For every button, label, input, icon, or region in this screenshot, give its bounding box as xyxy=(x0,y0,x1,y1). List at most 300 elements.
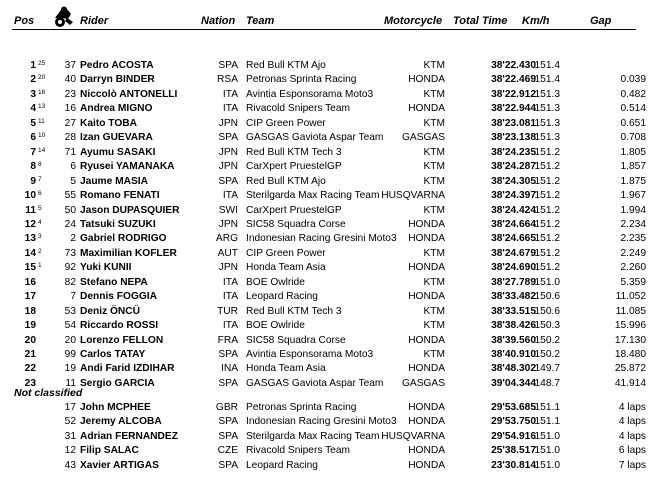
motorcycle: HUSQVARNA xyxy=(381,190,445,202)
team-name: CIP Green Power xyxy=(246,117,326,129)
rider-name: John MCPHEE xyxy=(80,402,151,413)
rider-number: 27 xyxy=(64,117,76,129)
nation: ITA xyxy=(222,276,238,288)
team-name: CarXpert PruestelGP xyxy=(246,161,342,173)
result-row xyxy=(0,290,648,304)
motorcycle: HONDA xyxy=(408,74,445,86)
gap: 1.875 xyxy=(620,175,646,187)
gap: 1.994 xyxy=(620,204,646,216)
nation: ITA xyxy=(222,103,238,115)
rider-name: Filip SALAC xyxy=(80,445,139,457)
motorcycle: HONDA xyxy=(408,416,445,428)
total-time: 38'24.397 xyxy=(491,190,536,202)
team-name: Leopard Racing xyxy=(246,459,318,471)
motorcycle: GASGAS xyxy=(401,377,445,389)
rider-name: Izan GUEVARA xyxy=(80,132,153,144)
motorcycle: GASGAS xyxy=(401,132,445,144)
team-name: Sterilgarda Max Racing Team xyxy=(246,430,380,442)
team-name: GASGAS Gaviota Aspar Team xyxy=(246,377,384,389)
nation: INA xyxy=(221,363,238,375)
result-row xyxy=(0,334,648,348)
gap: 2.249 xyxy=(620,247,646,259)
speed-kmh: 150.3 xyxy=(534,320,560,332)
rider-name: Lorenzo FELLON xyxy=(80,334,164,346)
rider-name: Dennis FOGGIA xyxy=(80,291,157,303)
result-row xyxy=(0,261,648,275)
team-name: Indonesian Racing Gresini Moto3 xyxy=(246,233,397,245)
grid-position: 16 xyxy=(38,88,46,96)
motorcycle: KTM xyxy=(423,175,445,187)
total-time: 38'33.482 xyxy=(491,291,536,303)
result-row xyxy=(0,377,648,391)
position: 10 xyxy=(24,190,36,202)
total-time: 38'24.665 xyxy=(491,233,536,245)
team-name: Red Bull KTM Ajo xyxy=(246,175,326,187)
rider-number: 40 xyxy=(64,74,76,86)
rider-number: 50 xyxy=(64,204,76,216)
rider-number: 92 xyxy=(64,262,76,274)
motorcycle: KTM xyxy=(423,276,445,288)
rider-name: Pedro ACOSTA xyxy=(80,60,154,71)
result-row xyxy=(0,102,648,116)
grid-position: 4 xyxy=(38,218,42,226)
gap: 2.260 xyxy=(620,262,646,274)
rider-number: 31 xyxy=(64,430,76,442)
total-time: 38'33.515 xyxy=(491,305,536,317)
rider-number: 23 xyxy=(64,88,76,100)
motorcycle: HONDA xyxy=(408,445,445,457)
motorcycle: HUSQVARNA xyxy=(381,430,445,442)
rider-name: Deniz ÖNCÜ xyxy=(80,305,140,317)
position: 1 xyxy=(30,60,36,71)
motorcycle: HONDA xyxy=(408,262,445,274)
result-row xyxy=(0,218,648,232)
speed-kmh: 151.2 xyxy=(534,233,560,245)
position: 21 xyxy=(24,349,36,360)
rider-name: Kaito TOBA xyxy=(80,117,137,129)
rider-number: 20 xyxy=(64,334,76,346)
motorcycle: KTM xyxy=(423,204,445,216)
gap: 4 laps xyxy=(618,416,646,428)
total-time: 38'22.912 xyxy=(491,88,536,100)
team-name: Honda Team Asia xyxy=(246,363,326,375)
rider-number: 19 xyxy=(64,363,76,375)
total-time: 38'24.664 xyxy=(491,218,536,230)
nation: AUT xyxy=(217,247,238,259)
header-divider xyxy=(12,29,636,30)
rider-number: 11 xyxy=(65,377,76,389)
team-name: SIC58 Squadra Corse xyxy=(246,218,346,230)
rider-name: Adrian FERNANDEZ xyxy=(80,430,178,442)
result-row xyxy=(0,401,648,415)
gap: 0.514 xyxy=(620,103,646,115)
gap: 1.967 xyxy=(620,190,646,202)
gap: 17.130 xyxy=(614,334,646,346)
team-name: Avintia Esponsorama Moto3 xyxy=(246,88,374,100)
motorcycle: HONDA xyxy=(408,459,445,471)
rider-number: 99 xyxy=(64,349,76,360)
team-name: CarXpert PruestelGP xyxy=(246,204,342,216)
result-row xyxy=(0,117,648,131)
speed-kmh: 151.2 xyxy=(534,247,560,259)
motorcycle: HONDA xyxy=(408,334,445,346)
not-classified-heading: Not classified xyxy=(14,387,83,399)
grid-position: 10 xyxy=(38,132,46,140)
result-row xyxy=(0,59,648,73)
team-name: Petronas Sprinta Racing xyxy=(246,402,357,413)
team-name: Red Bull KTM Tech 3 xyxy=(246,305,342,317)
total-time: 38'22.469 xyxy=(491,74,536,86)
nation: ITA xyxy=(222,190,238,202)
motorcycle: HONDA xyxy=(408,291,445,303)
total-time: 38'23.081 xyxy=(491,117,536,129)
position: 7 xyxy=(30,146,36,158)
team-name: Leopard Racing xyxy=(246,291,318,303)
motorcycle: KTM xyxy=(423,349,445,360)
total-time: 38'24.305 xyxy=(491,175,536,187)
total-time: 38'23.138 xyxy=(491,132,536,144)
result-row xyxy=(0,73,648,87)
position: 5 xyxy=(30,117,36,129)
speed-kmh: 148.7 xyxy=(534,377,560,389)
position: 12 xyxy=(24,218,36,230)
nation: SPA xyxy=(218,175,238,187)
grid-position: 7 xyxy=(38,175,42,183)
position: 6 xyxy=(30,132,36,144)
header-motorcycle: Motorcycle xyxy=(384,15,443,27)
speed-kmh: 149.7 xyxy=(534,363,560,375)
total-time: 38'22.944 xyxy=(491,103,536,115)
result-row xyxy=(0,305,648,319)
rider-number: 43 xyxy=(64,459,76,471)
rider-number: 12 xyxy=(64,445,76,457)
motorcycle: KTM xyxy=(423,60,445,71)
team-name: Rivacold Snipers Team xyxy=(246,103,350,115)
position: 8 xyxy=(30,161,36,173)
total-time: 38'48.302 xyxy=(491,363,536,375)
motorcycle: HONDA xyxy=(408,402,445,413)
team-name: Sterilgarda Max Racing Team xyxy=(246,190,380,202)
nation: SPA xyxy=(218,132,238,144)
rider-number: 17 xyxy=(64,402,76,413)
gap: 18.480 xyxy=(614,349,646,360)
speed-kmh: 151.0 xyxy=(534,459,560,471)
total-time: 29'53.685 xyxy=(491,402,536,413)
rider-number: 16 xyxy=(64,103,76,115)
rider-number: 2 xyxy=(70,233,76,245)
rider-name: Darryn BINDER xyxy=(80,74,155,86)
result-row xyxy=(0,232,648,246)
position: 4 xyxy=(30,103,36,115)
speed-kmh: 151.2 xyxy=(534,161,560,173)
motorcycle: HONDA xyxy=(408,233,445,245)
team-name: SIC58 Squadra Corse xyxy=(246,334,346,346)
total-time: 29'53.750 xyxy=(491,416,536,428)
total-time: 38'40.910 xyxy=(491,349,536,360)
speed-kmh: 150.2 xyxy=(534,349,560,360)
team-name: BOE Owlride xyxy=(246,276,305,288)
motorcycle: HONDA xyxy=(408,363,445,375)
result-row xyxy=(0,88,648,102)
rider-name: Ryusei YAMANAKA xyxy=(80,161,175,173)
speed-kmh: 150.2 xyxy=(534,334,560,346)
result-row xyxy=(0,189,648,203)
grid-position: 13 xyxy=(38,103,46,111)
total-time: 38'38.426 xyxy=(491,320,536,332)
rider-name: Gabriel RODRIGO xyxy=(80,233,167,245)
grid-position: 3 xyxy=(38,233,42,241)
gap: 0.039 xyxy=(620,74,646,86)
rider-number: 71 xyxy=(64,146,76,158)
speed-kmh: 151.3 xyxy=(534,88,560,100)
team-name: BOE Owlride xyxy=(246,320,305,332)
grid-position: 14 xyxy=(38,146,46,154)
motorcycle: KTM xyxy=(423,146,445,158)
nation: TUR xyxy=(217,305,238,317)
position: 2 xyxy=(30,74,36,86)
speed-kmh: 151.2 xyxy=(534,204,560,216)
team-name: Avintia Esponsorama Moto3 xyxy=(246,349,374,360)
rider-name: Xavier ARTIGAS xyxy=(80,459,159,471)
rider-name: Yuki KUNII xyxy=(80,262,132,274)
rider-name: Niccolò ANTONELLI xyxy=(80,88,178,100)
grid-position: 6 xyxy=(38,190,42,198)
nation: ITA xyxy=(222,291,238,303)
motorcycle: KTM xyxy=(423,161,445,173)
gap: 0.708 xyxy=(620,132,646,144)
motorcycle: KTM xyxy=(423,117,445,129)
rider-number: 55 xyxy=(64,190,76,202)
result-row xyxy=(0,175,648,189)
speed-kmh: 151.4 xyxy=(534,60,560,71)
nation: JPN xyxy=(218,146,238,158)
grid-position: 5 xyxy=(38,204,42,212)
total-time: 38'27.789 xyxy=(491,276,536,288)
gap: 11.052 xyxy=(615,291,646,303)
speed-kmh: 151.2 xyxy=(534,262,560,274)
nation: JPN xyxy=(218,262,238,274)
rider-name: Jaume MASIA xyxy=(80,175,148,187)
motorcycle: KTM xyxy=(423,88,445,100)
result-row xyxy=(0,362,648,376)
position: 15 xyxy=(24,262,36,274)
grid-position: 1 xyxy=(38,262,42,270)
rider-number: 24 xyxy=(64,218,76,230)
speed-kmh: 151.3 xyxy=(534,117,560,129)
gap: 5.359 xyxy=(620,276,646,288)
result-row xyxy=(0,348,648,362)
result-row xyxy=(0,131,648,145)
position: 19 xyxy=(24,320,36,332)
rider-name: Ayumu SASAKI xyxy=(80,146,156,158)
motorcycle: KTM xyxy=(423,247,445,259)
rider-number: 73 xyxy=(64,247,76,259)
speed-kmh: 150.6 xyxy=(534,291,560,303)
gap: 0.651 xyxy=(620,117,646,129)
rider-number: 5 xyxy=(70,175,76,187)
rider-number: 52 xyxy=(64,416,76,428)
position: 22 xyxy=(24,363,36,375)
total-time: 23'30.814 xyxy=(491,459,536,471)
nation: JPN xyxy=(218,161,238,173)
header-total-time: Total Time xyxy=(453,15,508,27)
rider-number: 54 xyxy=(64,320,76,332)
speed-kmh: 151.0 xyxy=(534,276,560,288)
speed-kmh: 150.6 xyxy=(534,305,560,317)
nation: SPA xyxy=(218,377,238,389)
nation: ITA xyxy=(222,320,238,332)
result-row xyxy=(0,459,648,473)
gap: 1.805 xyxy=(620,146,646,158)
gap: 0.482 xyxy=(620,88,646,100)
result-row xyxy=(0,204,648,218)
team-name: Red Bull KTM Tech 3 xyxy=(246,146,342,158)
rider-name: Jason DUPASQUIER xyxy=(80,204,180,216)
total-time: 38'24.690 xyxy=(491,262,536,274)
header-kmh: Km/h xyxy=(522,15,550,27)
speed-kmh: 151.1 xyxy=(534,416,560,428)
position: 3 xyxy=(30,88,36,100)
result-row xyxy=(0,430,648,444)
position: 20 xyxy=(24,334,36,346)
speed-kmh: 151.1 xyxy=(534,402,560,413)
header-pos: Pos xyxy=(14,15,35,27)
gap: 7 laps xyxy=(618,459,646,471)
gap: 11.085 xyxy=(615,305,646,317)
total-time: 38'24.235 xyxy=(491,146,536,158)
team-name: GASGAS Gaviota Aspar Team xyxy=(246,132,384,144)
nation: ARG xyxy=(215,233,238,245)
nation: GBR xyxy=(215,402,238,413)
speed-kmh: 151.3 xyxy=(534,103,560,115)
speed-kmh: 151.2 xyxy=(534,146,560,158)
gap: 2.234 xyxy=(620,218,646,230)
rider-number: 7 xyxy=(70,291,76,303)
nation: SPA xyxy=(218,60,238,71)
total-time: 39'04.344 xyxy=(491,377,536,389)
speed-kmh: 151.0 xyxy=(534,430,560,442)
position: 18 xyxy=(24,305,36,317)
rider-number: 82 xyxy=(64,276,76,288)
gap: 4 laps xyxy=(618,402,646,413)
position: 13 xyxy=(24,233,36,245)
total-time: 29'54.916 xyxy=(491,430,536,442)
total-time: 38'24.679 xyxy=(491,247,536,259)
header-nation: Nation xyxy=(201,15,236,27)
nation: SPA xyxy=(218,430,238,442)
grid-position: 2 xyxy=(38,247,42,255)
team-name: CIP Green Power xyxy=(246,247,326,259)
nation: SPA xyxy=(218,416,238,428)
team-name: Red Bull KTM Ajo xyxy=(246,60,326,71)
position: 23 xyxy=(24,377,36,389)
grid-position: 8 xyxy=(38,161,42,169)
motorcycle: HONDA xyxy=(408,218,445,230)
rider-name: Stefano NEPA xyxy=(80,276,148,288)
rider-number: 28 xyxy=(64,132,76,144)
position: 11 xyxy=(25,204,36,216)
total-time: 38'22.430 xyxy=(491,60,536,71)
grid-position: 20 xyxy=(38,74,46,82)
motorcycle: HONDA xyxy=(408,103,445,115)
speed-kmh: 151.2 xyxy=(534,218,560,230)
grid-position: 25 xyxy=(38,60,46,67)
gap: 1.857 xyxy=(620,161,646,173)
speed-kmh: 151.4 xyxy=(534,74,560,86)
rider-name: Sergio GARCIA xyxy=(80,377,155,389)
result-row xyxy=(0,160,648,174)
position: 9 xyxy=(30,175,36,187)
rider-name: Andi Farid IZDIHAR xyxy=(80,363,175,375)
result-row xyxy=(0,146,648,160)
total-time: 25'38.517 xyxy=(491,445,536,457)
team-name: Petronas Sprinta Racing xyxy=(246,74,357,86)
total-time: 38'39.560 xyxy=(491,334,536,346)
nation: ITA xyxy=(222,88,238,100)
rider-name: Tatsuki SUZUKI xyxy=(80,218,156,230)
gap: 15.996 xyxy=(614,320,646,332)
nation: SWI xyxy=(218,204,238,216)
position: 16 xyxy=(24,276,36,288)
gap: 6 laps xyxy=(618,445,646,457)
rider-number: 6 xyxy=(70,161,76,173)
speed-kmh: 151.0 xyxy=(534,445,560,457)
motorcycle-rider-icon xyxy=(52,6,76,28)
nation: RSA xyxy=(217,74,238,86)
result-row xyxy=(0,319,648,333)
nation: SPA xyxy=(218,459,238,471)
team-name: Indonesian Racing Gresini Moto3 xyxy=(246,416,397,428)
header-gap: Gap xyxy=(590,15,612,27)
speed-kmh: 151.3 xyxy=(534,132,560,144)
speed-kmh: 151.2 xyxy=(534,190,560,202)
team-name: Rivacold Snipers Team xyxy=(246,445,350,457)
motorcycle: KTM xyxy=(423,305,445,317)
grid-position: 11 xyxy=(38,117,45,125)
speed-kmh: 151.2 xyxy=(534,175,560,187)
nation: FRA xyxy=(217,334,238,346)
rider-number: 37 xyxy=(64,60,76,71)
result-row xyxy=(0,415,648,429)
header-rider: Rider xyxy=(80,15,109,27)
rider-name: Carlos TATAY xyxy=(80,349,146,360)
rider-name: Jeremy ALCOBA xyxy=(80,416,162,428)
rider-name: Riccardo ROSSI xyxy=(80,320,159,332)
motorcycle: KTM xyxy=(423,320,445,332)
rider-name: Maximilian KOFLER xyxy=(80,247,177,259)
total-time: 38'24.424 xyxy=(491,204,536,216)
rider-name: Andrea MIGNO xyxy=(80,103,153,115)
gap: 2.235 xyxy=(620,233,646,245)
rider-number: 53 xyxy=(64,305,76,317)
result-row xyxy=(0,276,648,290)
result-row xyxy=(0,247,648,261)
nation: SPA xyxy=(218,349,238,360)
header-team: Team xyxy=(246,15,275,27)
team-name: Honda Team Asia xyxy=(246,262,326,274)
nation: CZE xyxy=(217,445,238,457)
nation: JPN xyxy=(218,117,238,129)
position: 14 xyxy=(24,247,36,259)
total-time: 38'24.287 xyxy=(491,161,536,173)
gap: 4 laps xyxy=(618,430,646,442)
result-row xyxy=(0,444,648,458)
position: 17 xyxy=(24,291,36,303)
gap: 25.872 xyxy=(614,363,646,375)
gap: 41.914 xyxy=(614,377,646,389)
nation: JPN xyxy=(218,218,238,230)
rider-name: Romano FENATI xyxy=(80,190,160,202)
